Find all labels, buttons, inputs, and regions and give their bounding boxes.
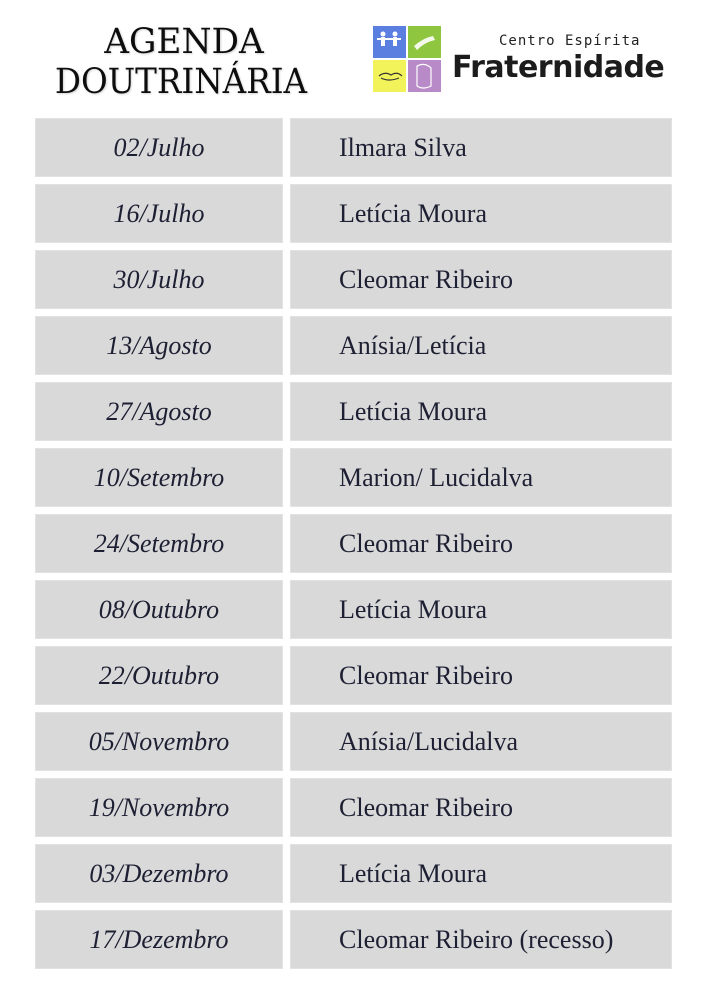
speaker-cell: Letícia Moura <box>290 382 672 441</box>
logo-glyphs-icon <box>373 26 441 93</box>
table-row <box>35 844 672 903</box>
org-subtitle: Centro Espírita <box>499 33 641 49</box>
table-row <box>35 910 672 969</box>
speaker-cell: Cleomar Ribeiro <box>290 250 672 309</box>
date-cell: 17/Dezembro <box>35 910 283 969</box>
speaker-cell: Anísia/Letícia <box>290 316 672 375</box>
table-row <box>35 184 672 243</box>
date-cell: 02/Julho <box>35 118 283 177</box>
date-cell: 27/Agosto <box>35 382 283 441</box>
date-cell: 13/Agosto <box>35 316 283 375</box>
date-cell: 10/Setembro <box>35 448 283 507</box>
date-cell: 24/Setembro <box>35 514 283 573</box>
date-cell: 30/Julho <box>35 250 283 309</box>
title-line-1: AGENDA <box>104 22 264 62</box>
speaker-cell: Cleomar Ribeiro <box>290 646 672 705</box>
table-row <box>35 250 672 309</box>
table-row <box>35 778 672 837</box>
speaker-cell: Letícia Moura <box>290 184 672 243</box>
date-cell: 05/Novembro <box>35 712 283 771</box>
date-cell: 22/Outubro <box>35 646 283 705</box>
table-row <box>35 646 672 705</box>
table-row <box>35 118 672 177</box>
speaker-cell: Ilmara Silva <box>290 118 672 177</box>
speaker-cell: Cleomar Ribeiro <box>290 778 672 837</box>
date-cell: 16/Julho <box>35 184 283 243</box>
org-name: Fraternidade <box>452 50 665 85</box>
speaker-cell: Letícia Moura <box>290 844 672 903</box>
table-row <box>35 580 672 639</box>
speaker-cell: Marion/ Lucidalva <box>290 448 672 507</box>
table-row <box>35 448 672 507</box>
speaker-cell: Anísia/Lucidalva <box>290 712 672 771</box>
page-title <box>28 22 340 102</box>
date-cell: 03/Dezembro <box>35 844 283 903</box>
date-cell: 19/Novembro <box>35 778 283 837</box>
table-row <box>35 712 672 771</box>
title-line-2: DOUTRINÁRIA <box>54 62 308 102</box>
date-cell: 08/Outubro <box>35 580 283 639</box>
table-row <box>35 382 672 441</box>
table-row <box>35 514 672 573</box>
schedule-table <box>35 118 672 976</box>
speaker-cell: Cleomar Ribeiro <box>290 514 672 573</box>
table-row <box>35 316 672 375</box>
speaker-cell: Cleomar Ribeiro (recesso) <box>290 910 672 969</box>
speaker-cell: Letícia Moura <box>290 580 672 639</box>
org-logo <box>373 26 441 93</box>
